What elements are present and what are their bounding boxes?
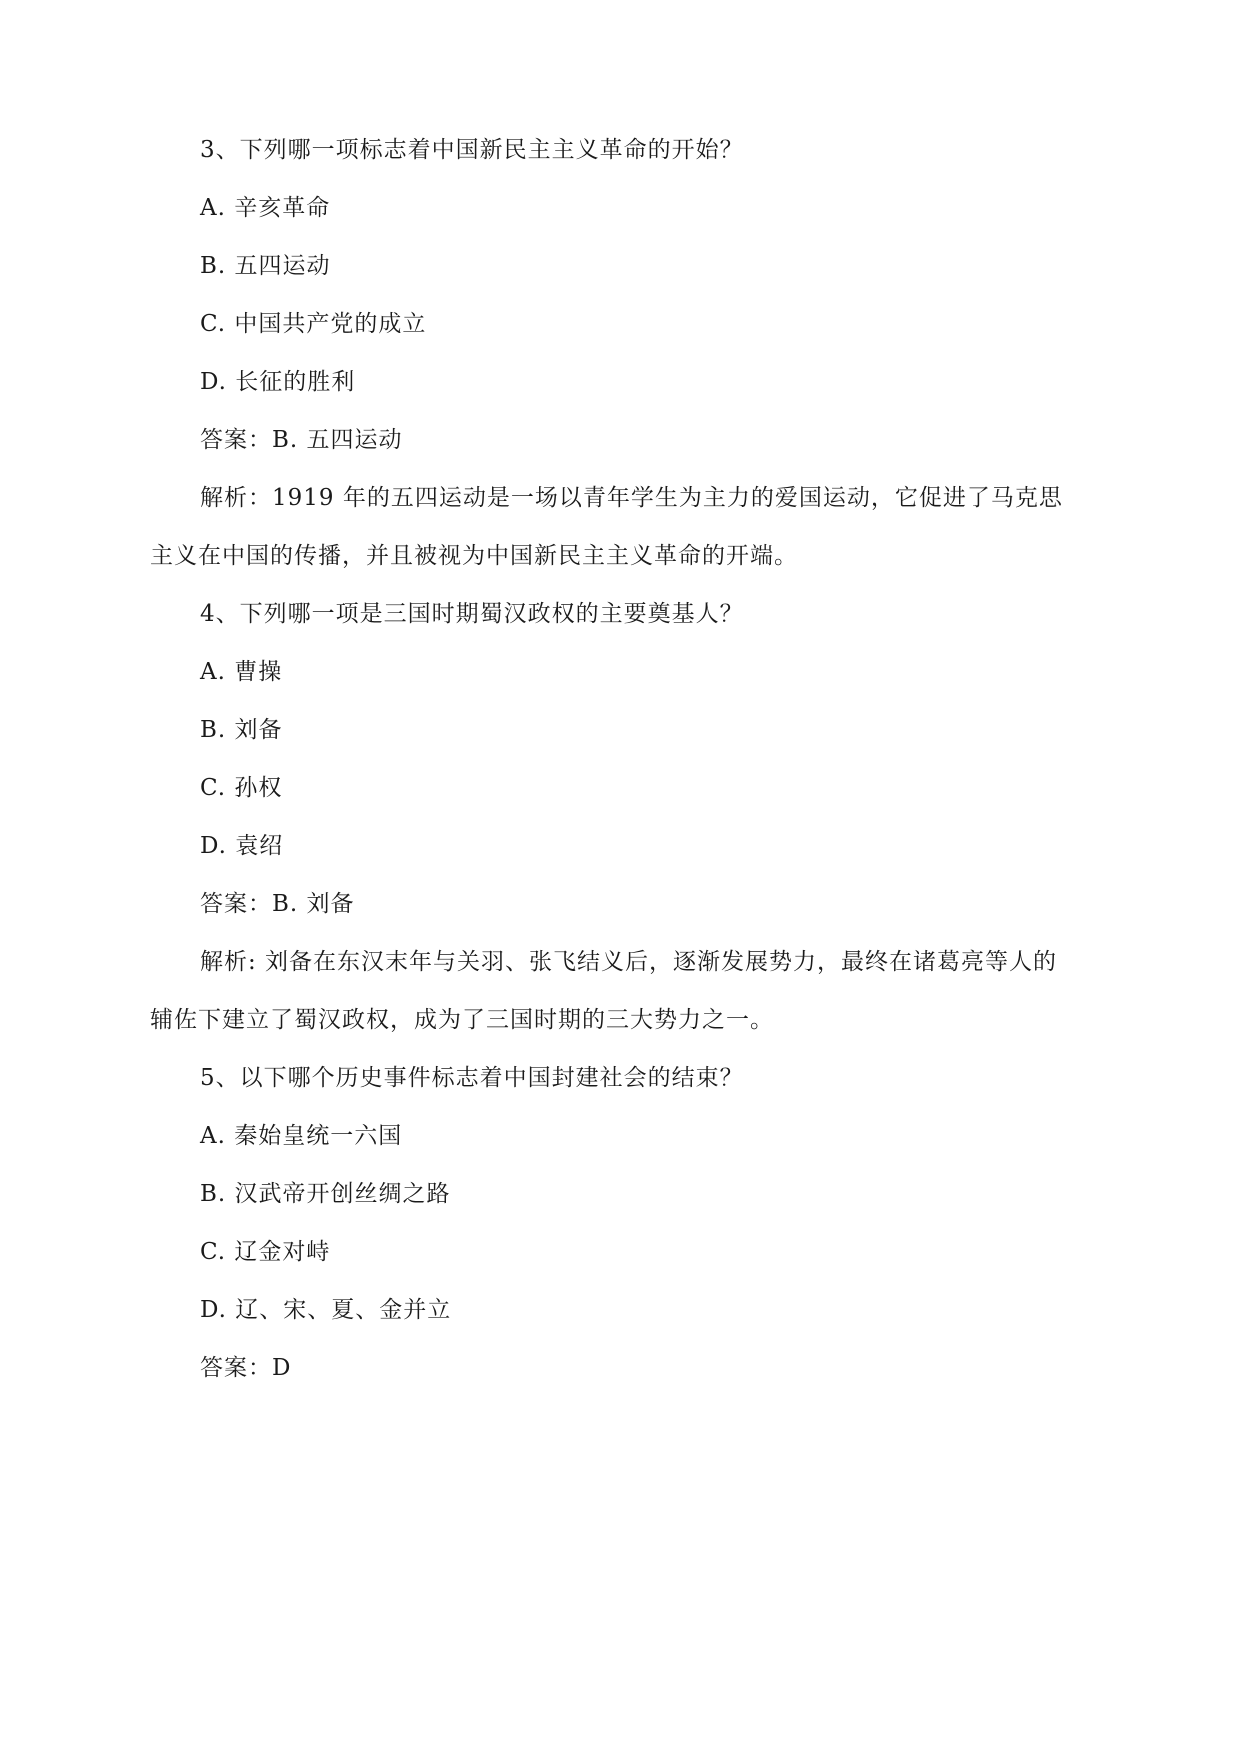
question-5-option-b: B. 汉武帝开创丝绸之路: [200, 1181, 451, 1207]
question-3-option-c: C. 中国共产党的成立: [200, 311, 427, 337]
question-5-option-a: A. 秦始皇统一六国: [200, 1123, 403, 1149]
question-4-option-a: A. 曹操: [200, 659, 283, 685]
question-5-option-d: D. 辽、宋、夏、金并立: [200, 1297, 452, 1323]
question-4-option-c: C. 孙权: [200, 775, 283, 801]
question-3-option-b: B. 五四运动: [200, 253, 331, 279]
question-4-option-b: B. 刘备: [200, 717, 283, 743]
question-3-answer: 答案：B. 五四运动: [200, 427, 403, 453]
question-4-text: 4、下列哪一项是三国时期蜀汉政权的主要奠基人？: [200, 601, 744, 627]
question-3-text: 3、下列哪一项标志着中国新民主主义革命的开始？: [200, 137, 744, 163]
question-4-option-d: D. 袁绍: [200, 833, 284, 859]
question-3-option-a: A. 辛亥革命: [200, 195, 331, 221]
question-4-analysis-line-2: 辅佐下建立了蜀汉政权，成为了三国时期的三大势力之一。: [150, 1007, 774, 1033]
question-3-analysis-line-2: 主义在中国的传播，并且被视为中国新民主主义革命的开端。: [150, 543, 798, 569]
question-4-answer: 答案：B. 刘备: [200, 891, 355, 917]
question-3-option-d: D. 长征的胜利: [200, 369, 356, 395]
question-5-text: 5、以下哪个历史事件标志着中国封建社会的结束？: [200, 1065, 744, 1091]
question-5-answer: 答案：D: [200, 1355, 292, 1381]
question-3-analysis-line-1: 解析：1919 年的五四运动是一场以青年学生为主力的爱国运动，它促进了马克思: [200, 485, 1063, 511]
question-4-analysis-line-1: 解析: 刘备在东汉末年与关羽、张飞结义后，逐渐发展势力，最终在诸葛亮等人的: [200, 949, 1058, 975]
question-5-option-c: C. 辽金对峙: [200, 1239, 331, 1265]
